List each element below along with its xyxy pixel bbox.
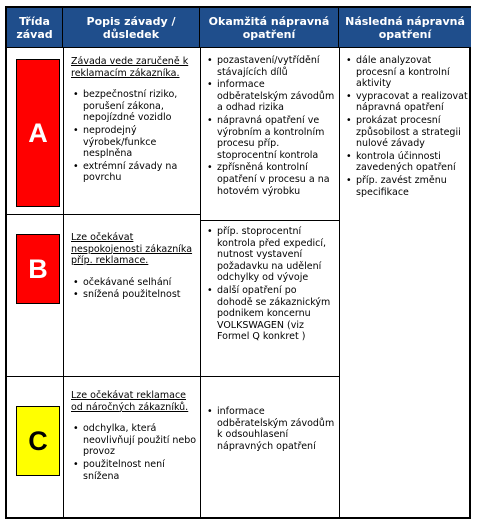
- class-a-list: [71, 89, 199, 184]
- header-immediate-actions: Okamžitá nápravná opatření: [200, 8, 339, 48]
- immediate-actions-a: [205, 55, 335, 198]
- list-item: • informace odběratelským závodům a odhad rizika: [205, 79, 335, 114]
- defect-class-table: [5, 6, 471, 519]
- class-c-description: [71, 390, 199, 483]
- list-item: • dále analyzovat procesní a kontrolní aktivity: [344, 55, 468, 90]
- class-a-lead: Závada vede zaručeně k reklamacím zákazníka.: [71, 56, 189, 79]
- list-item: • odchylka, která neovlivňují použití nebo provoz: [71, 423, 199, 458]
- class-c-list: [71, 423, 199, 482]
- grid-line: [200, 48, 201, 517]
- list-item: • vypracovat a realizovat nápravná opatření: [344, 91, 468, 114]
- grid-line: [7, 376, 339, 377]
- list-item: • informace odběratelským závodům k odsouhlasení nápravných opatření: [205, 406, 335, 452]
- class-c-lead: Lze očekávat reklamace od náročných zákazníků.: [71, 390, 189, 413]
- grid-line: [339, 48, 340, 517]
- class-b-badge: B: [16, 234, 60, 304]
- list-item: • příp. zavést změnu specifikace: [344, 175, 468, 198]
- header-defect-class: Třída závad: [7, 8, 63, 48]
- list-item: • kontrola účinnosti zavedených opatření: [344, 151, 468, 174]
- immediate-actions-b: [205, 226, 335, 344]
- list-item: • další opatření po dohodě se zákaznickým podnikem koncernu VOLKSWAGEN (viz Formel Q konkret ): [205, 285, 335, 343]
- class-a-badge: A: [16, 59, 60, 207]
- list-item: • snížená použitelnost: [71, 289, 199, 301]
- grid-line: [200, 220, 339, 221]
- grid-line: [7, 214, 200, 215]
- grid-line: [63, 48, 64, 517]
- class-a-description: [71, 56, 199, 185]
- followup-actions: [344, 55, 468, 199]
- list-item: • příp. stoprocentní kontrola před expedicí, nutnost vystavení požadavku na udělení odchylky od vývoje: [205, 226, 335, 284]
- class-b-description: [71, 232, 199, 302]
- class-b-list: [71, 277, 199, 301]
- list-item: • prokázat procesní způsobilost a strategii nulové závady: [344, 115, 468, 150]
- list-item: • extrémní závady na povrchu: [71, 161, 199, 184]
- immediate-actions-c: [205, 406, 335, 453]
- class-c-badge: C: [16, 406, 60, 476]
- list-item: • neprodejný výrobek/funkce nesplněna: [71, 125, 199, 160]
- list-item: • použitelnost není snížena: [71, 459, 199, 482]
- header-description: Popis závady / důsledek: [63, 8, 200, 48]
- header-followup-actions: Následná nápravná opatření: [339, 8, 471, 48]
- list-item: • pozastavení/vytřídění stávajících dílů: [205, 55, 335, 78]
- list-item: • nápravná opatření ve výrobním a kontrolním procesu příp. stoprocentní kontrola: [205, 115, 335, 161]
- class-b-lead: Lze očekávat nespokojenosti zákazníka příp. reklamace.: [71, 232, 193, 267]
- list-item: • bezpečnostní riziko, porušení zákona, nepojízdné vozidlo: [71, 89, 199, 124]
- list-item: • očekávané selhání: [71, 277, 199, 289]
- list-item: • zpřísněná kontrolní opatření v procesu a na hotovém výrobku: [205, 162, 335, 197]
